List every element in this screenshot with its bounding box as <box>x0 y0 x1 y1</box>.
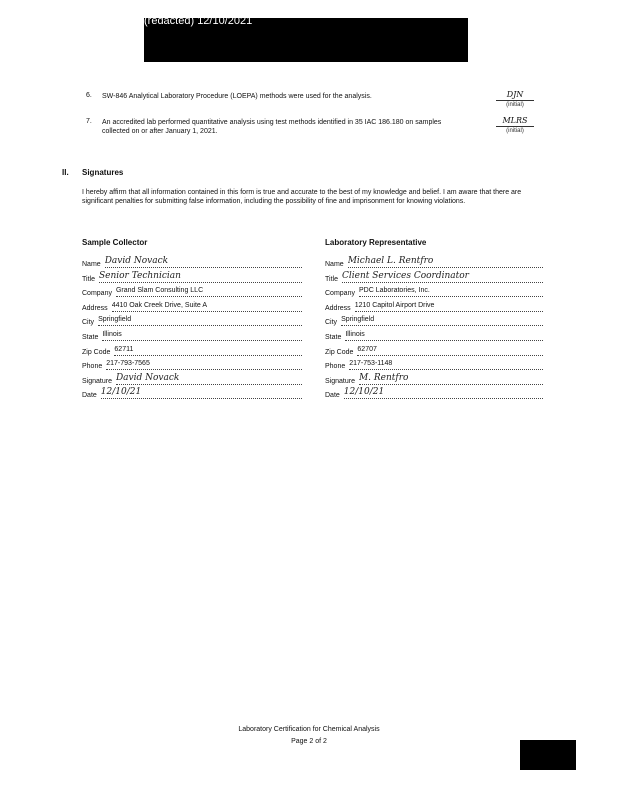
field-label: Signature <box>82 377 112 385</box>
collector-field-title <box>82 271 302 283</box>
item-6-initial <box>496 90 534 108</box>
collector-field-city <box>82 314 302 326</box>
item-6-initial-value: DJN <box>496 90 534 101</box>
field-value: Illinois <box>345 329 543 341</box>
field-value: 12/10/21 <box>101 387 302 399</box>
lab-title: Laboratory Representative <box>325 238 427 247</box>
field-label: Title <box>325 275 338 283</box>
field-value: Springfield <box>341 314 543 326</box>
field-label: Date <box>325 392 340 400</box>
field-label: Phone <box>82 363 103 371</box>
lab-field-state <box>325 329 543 341</box>
field-value: Springfield <box>98 314 302 326</box>
lab-field-signature <box>325 373 543 385</box>
field-value: M. Rentfro <box>359 373 543 385</box>
header-date: (redacted) 12/10/2021 <box>144 15 253 27</box>
item-7-initial-label: (initial) <box>506 128 524 134</box>
lab-field-name <box>325 256 543 268</box>
footer-title: Laboratory Certification for Chemical Analysis <box>238 726 380 733</box>
lab-field-date <box>325 387 543 399</box>
collector-field-phone <box>82 358 302 370</box>
collector-field-address <box>82 300 302 312</box>
field-value: Grand Slam Consulting LLC <box>116 285 302 297</box>
field-value: 217-753-1148 <box>349 358 543 370</box>
field-value: David Novack <box>116 373 302 385</box>
field-label: State <box>325 334 342 341</box>
field-value: PDC Laboratories, Inc. <box>359 285 543 297</box>
field-label: Signature <box>325 377 355 385</box>
collector-field-zip-code <box>82 344 302 356</box>
item-6-number: 6. <box>86 92 92 99</box>
field-label: Zip Code <box>82 348 111 356</box>
field-label: Company <box>325 290 355 298</box>
field-value: Client Services Coordinator <box>342 271 543 283</box>
field-label: Zip Code <box>325 348 354 356</box>
section-number: II. <box>62 168 69 177</box>
footer-redaction <box>520 740 576 770</box>
affirmation-statement: I hereby affirm that all information contained in this form is true and accurate to the best of my knowledge and belief. I am aware that there are significant penalties for submitting false information, including the possibility of fine and imprisonment for knowing violations. <box>82 189 522 205</box>
field-label: Name <box>82 261 101 268</box>
collector-field-state <box>82 329 302 341</box>
field-value: 1210 Capitol Airport Drive <box>355 300 543 312</box>
field-label: Address <box>325 304 351 312</box>
collector-field-signature <box>82 373 302 385</box>
lab-field-company <box>325 285 543 297</box>
lab-field-title <box>325 271 543 283</box>
collector-field-date <box>82 387 302 399</box>
collector-title: Sample Collector <box>82 238 148 247</box>
field-label: Address <box>82 304 108 312</box>
item-6-initial-label: (initial) <box>506 102 524 108</box>
field-value: 217-793-7565 <box>106 358 302 370</box>
field-label: Name <box>325 261 344 268</box>
field-label: State <box>82 334 99 341</box>
field-label: Company <box>82 290 112 298</box>
item-7-number: 7. <box>86 118 92 125</box>
collector-field-name <box>82 256 302 268</box>
collector-field-company <box>82 285 302 297</box>
field-label: Title <box>82 275 95 283</box>
lab-field-city <box>325 314 543 326</box>
section-title: Signatures <box>82 168 124 177</box>
field-label: Phone <box>325 363 346 371</box>
field-label: City <box>325 319 338 327</box>
field-value: Michael L. Rentfro <box>348 256 543 268</box>
field-value: David Novack <box>105 256 302 268</box>
lab-field-zip-code <box>325 344 543 356</box>
field-value: Illinois <box>102 329 302 341</box>
field-value: 62711 <box>114 344 302 356</box>
field-value: 4410 Oak Creek Drive, Suite A <box>112 300 302 312</box>
field-value: 12/10/21 <box>344 387 543 399</box>
item-6-text: SW-846 Analytical Laboratory Procedure (LOEPA) methods were used for the analysis. <box>102 93 372 100</box>
item-7-initial-value: MLRS <box>496 116 534 127</box>
field-value: 62707 <box>357 344 543 356</box>
field-value: Senior Technician <box>99 271 302 283</box>
footer-page-number: Page 2 of 2 <box>291 738 327 745</box>
item-7-initial <box>496 116 534 134</box>
field-label: City <box>82 319 95 327</box>
lab-field-phone <box>325 358 543 370</box>
item-7-text: An accredited lab performed quantitative analysis using test methods identified in 35 IAC 186.180 on samples collected on or after January 1, 2021. <box>102 119 442 135</box>
lab-field-address <box>325 300 543 312</box>
field-label: Date <box>82 392 97 400</box>
